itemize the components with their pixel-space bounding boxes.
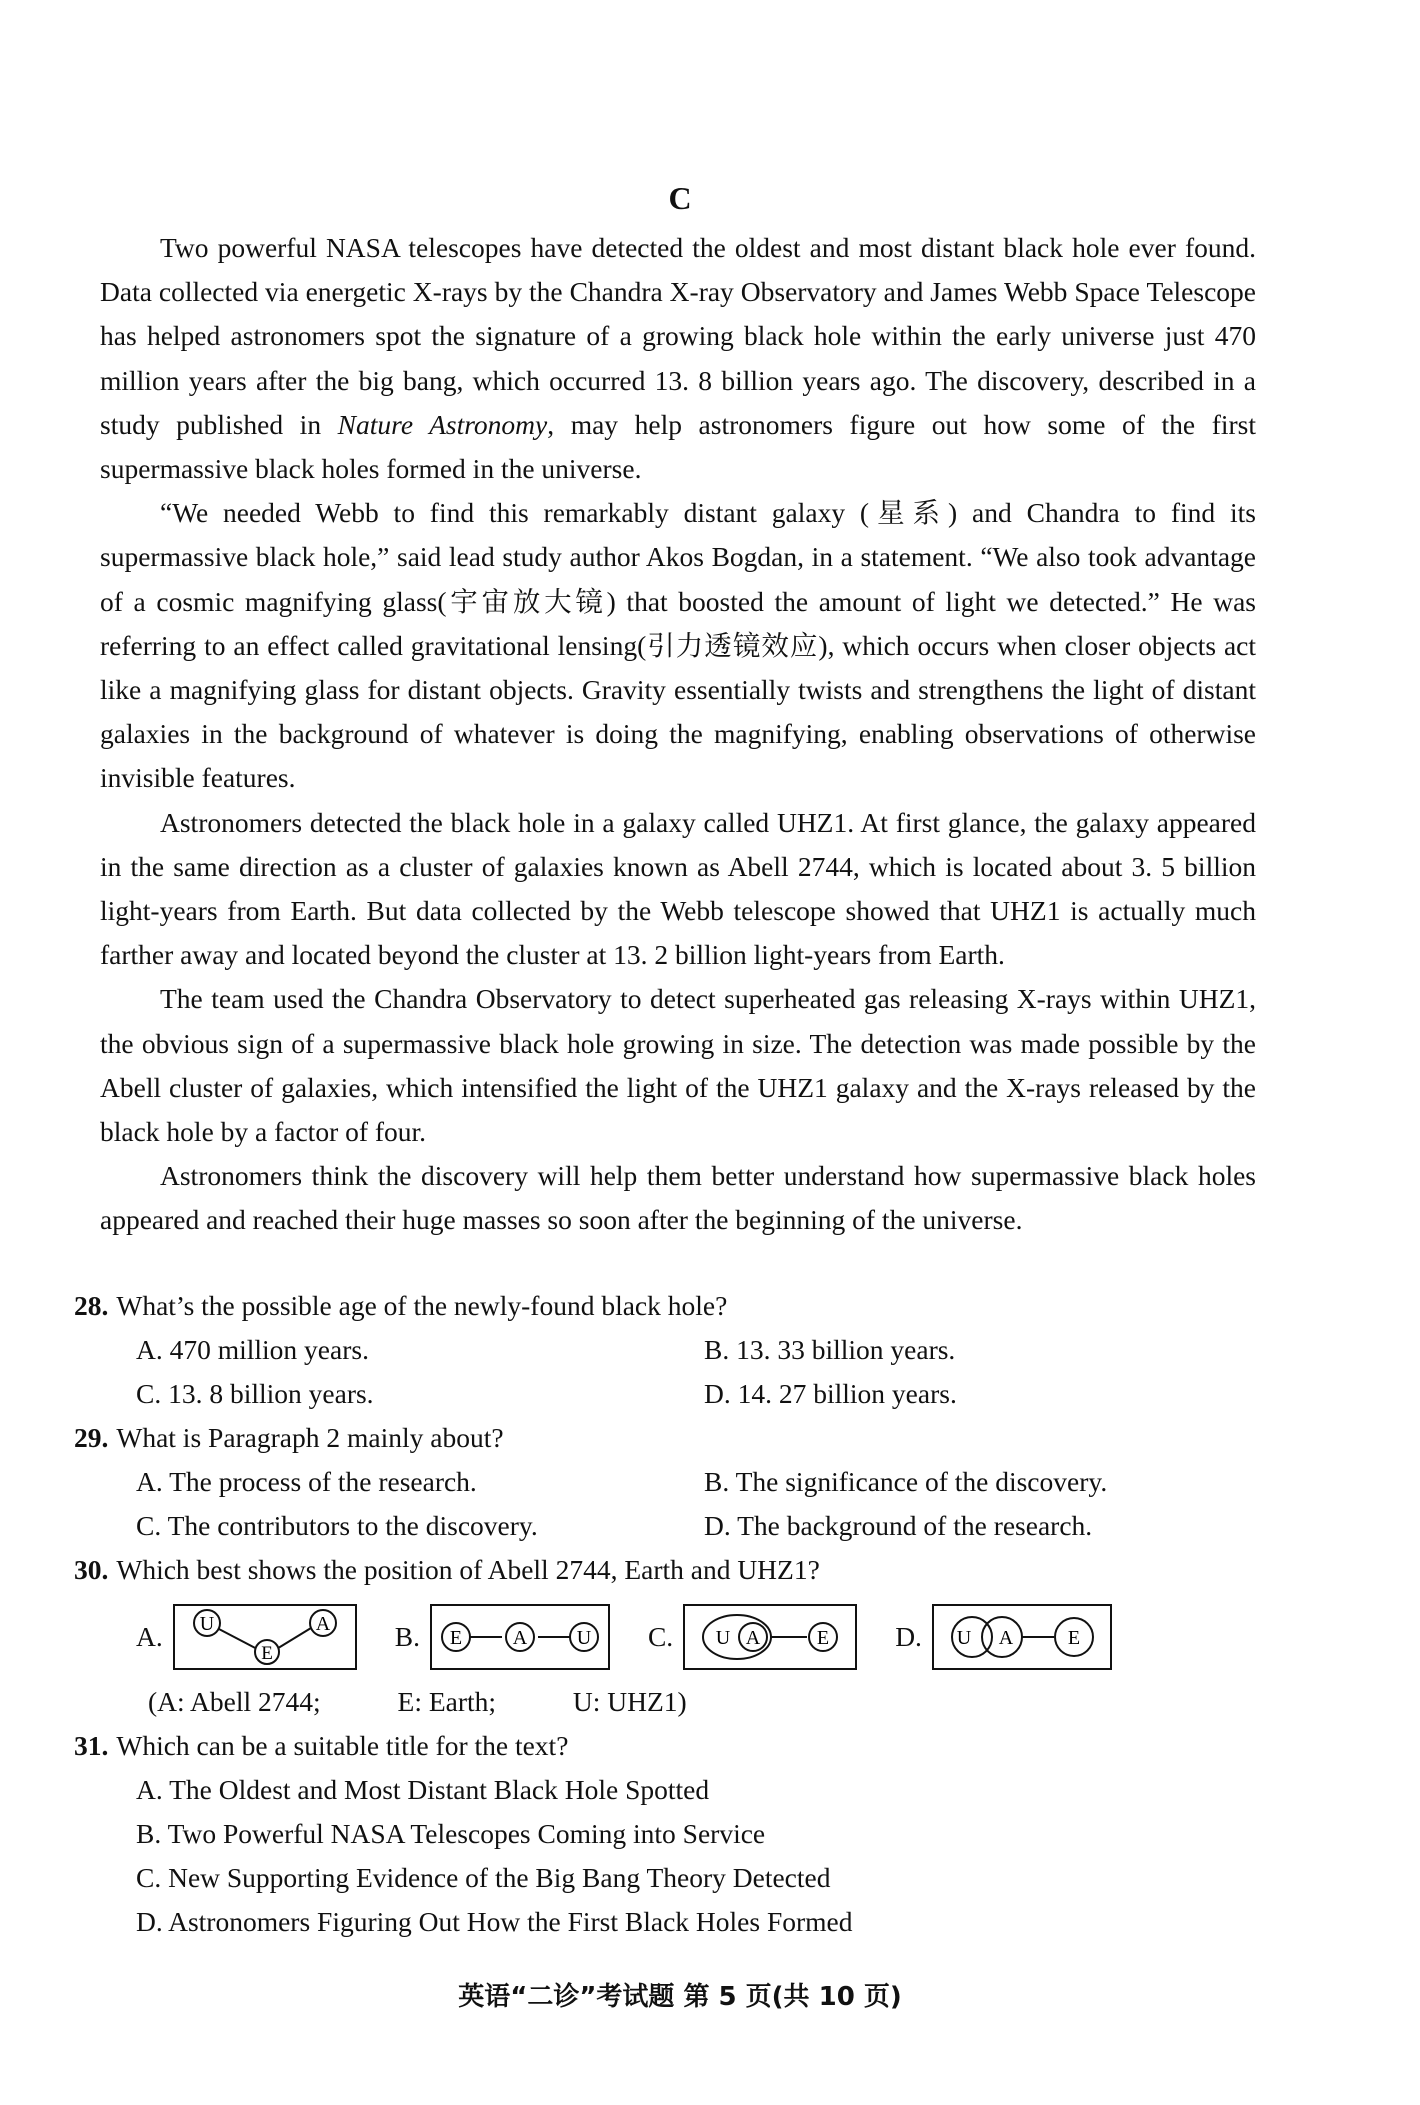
option-letter: D.	[895, 1621, 922, 1652]
option-b[interactable]: B. 13. 33 billion years.	[704, 1334, 956, 1365]
legend-earth: E: Earth;	[397, 1686, 497, 1717]
question-text: Which best shows the position of Abell 2744, Earth and UHZ1?	[116, 1554, 820, 1585]
journal-name: Nature Astronomy	[337, 408, 548, 440]
question-28-stem	[74, 1284, 1274, 1328]
option-c[interactable]: C. New Supporting Evidence of the Big Bang Theory Detected	[136, 1862, 831, 1893]
circle-a-label: A	[512, 1627, 528, 1649]
question-31-stem	[74, 1724, 1274, 1768]
page-footer: 英语“二诊”考试题 第 5 页(共 10 页)	[458, 1982, 902, 2012]
paragraph-5: Astronomers think the discovery will help them better understand how supermassive black holes appeared and reached their huge masses so soon after the beginning of the universe.	[100, 1160, 1256, 1236]
diagram-legend	[74, 1680, 1274, 1724]
question-28-options	[74, 1328, 1274, 1416]
ellipse-u-label: U	[715, 1627, 731, 1649]
circle-u-label: U	[199, 1613, 214, 1635]
circle-a-label: A	[745, 1627, 761, 1649]
diagram-a-svg	[177, 1606, 353, 1668]
option-letter: C.	[647, 1621, 674, 1652]
option-letter: B.	[394, 1621, 420, 1652]
question-number: 29.	[74, 1422, 109, 1453]
circle-u-label: U	[956, 1627, 972, 1649]
question-number: 28.	[74, 1290, 109, 1321]
circle-e-label: E	[449, 1627, 463, 1649]
option-d[interactable]: D. Astronomers Figuring Out How the First Black Holes Formed	[136, 1906, 853, 1937]
question-30	[74, 1548, 1274, 1724]
option-a[interactable]: A. The Oldest and Most Distant Black Hole Spotted	[136, 1774, 710, 1805]
question-text: What’s the possible age of the newly-found black hole?	[116, 1290, 728, 1321]
paragraph-1	[100, 226, 1256, 491]
diagram-option-d[interactable]	[895, 1604, 1112, 1670]
question-31	[74, 1724, 1274, 1944]
circle-a-label: A	[315, 1613, 330, 1635]
question-text: Which can be a suitable title for the text?	[116, 1730, 569, 1761]
circle-e-label: E	[817, 1627, 830, 1649]
question-number: 30.	[74, 1554, 109, 1585]
diagram-box	[932, 1604, 1112, 1670]
diagram-option-c[interactable]	[648, 1604, 857, 1670]
paragraph-4: The team used the Chandra Observatory to detect superheated gas releasing X-rays within UHZ1, the obvious sign of a supermassive black hole growing in size. The detection was made possible by the Abell cluster of galaxies, which intensified the light of the UHZ1 galaxy and the X-rays released by the black hole by a factor of four.	[100, 983, 1256, 1148]
paragraph-1-text-a: Two powerful NASA telescopes have detected the oldest and most distant black hole ever found. Data collected via energetic X-rays by the Chandra X-ray Observatory and James Webb Space Telescope has helped astronomers spot the signature of a growing black hole within the early universe just 470 million years after the big bang, which occurred 13. 8 billion years ago. The discovery, described in a study published in	[100, 232, 1256, 440]
circle-u-label: U	[576, 1627, 592, 1649]
legend-uhz1: U: UHZ1)	[572, 1686, 687, 1717]
question-list	[74, 1284, 1274, 1944]
section-heading: C	[668, 180, 692, 216]
diagram-b-svg	[434, 1606, 606, 1668]
option-a[interactable]: A. 470 million years.	[136, 1334, 369, 1365]
diagram-option-b[interactable]	[395, 1604, 610, 1670]
option-c[interactable]: C. 13. 8 billion years.	[136, 1378, 374, 1409]
option-b[interactable]: B. Two Powerful NASA Telescopes Coming into Service	[136, 1818, 766, 1849]
option-b[interactable]: B. The significance of the discovery.	[704, 1466, 1108, 1497]
diagram-d-svg	[936, 1606, 1108, 1668]
diagram-box	[173, 1604, 357, 1670]
question-30-stem	[74, 1548, 1274, 1592]
question-number: 31.	[74, 1730, 109, 1761]
paragraph-1-text-b: , may help astronomers figure out how some of the first supermassive black holes formed in the universe.	[100, 408, 1256, 485]
circle-e-label: E	[260, 1643, 273, 1664]
option-letter: A.	[136, 1621, 163, 1652]
option-d[interactable]: D. The background of the research.	[704, 1510, 1093, 1541]
position-diagrams	[74, 1596, 1274, 1678]
paragraph-3: Astronomers detected the black hole in a galaxy called UHZ1. At first glance, the galaxy appeared in the same direction as a cluster of galaxies known as Abell 2744, which is located about 3. 5 billion light-years from Earth. But data collected by the Webb telescope showed that UHZ1 is actually much farther away and located beyond the cluster at 13. 2 billion light-years from Earth.	[100, 806, 1256, 971]
question-28	[74, 1284, 1274, 1416]
legend-abell: (A: Abell 2744;	[148, 1686, 321, 1717]
paragraph-2: “We needed Webb to find this remarkably distant galaxy (星系) and Chandra to find its supermassive black hole,” said lead study author Akos Bogdan, in a statement. “We also took advantage of a cosmic magnifying glass(宇宙放大镜) that boosted the amount of light we detected.” He was referring to an effect called gravitational lensing(引力透镜效应), which occurs when closer objects act like a magnifying glass for distant objects. Gravity essentially twists and strengthens the light of distant galaxies in the background of whatever is doing the magnifying, enabling observations of otherwise invisible features.	[100, 497, 1256, 794]
diagram-box	[683, 1604, 857, 1670]
diagram-option-a[interactable]	[136, 1604, 357, 1670]
reading-passage	[100, 226, 1256, 1243]
diagram-c-svg	[687, 1606, 853, 1668]
question-31-options	[74, 1768, 1274, 1944]
circle-a-label: A	[998, 1627, 1014, 1649]
circle-e-label: E	[1067, 1627, 1081, 1649]
diagram-box	[430, 1604, 610, 1670]
option-d[interactable]: D. 14. 27 billion years.	[704, 1378, 957, 1409]
question-29-stem	[74, 1416, 1274, 1460]
question-29	[74, 1416, 1274, 1548]
question-29-options	[74, 1460, 1274, 1548]
question-text: What is Paragraph 2 mainly about?	[116, 1422, 504, 1453]
option-a[interactable]: A. The process of the research.	[136, 1466, 477, 1497]
option-c[interactable]: C. The contributors to the discovery.	[136, 1510, 538, 1541]
